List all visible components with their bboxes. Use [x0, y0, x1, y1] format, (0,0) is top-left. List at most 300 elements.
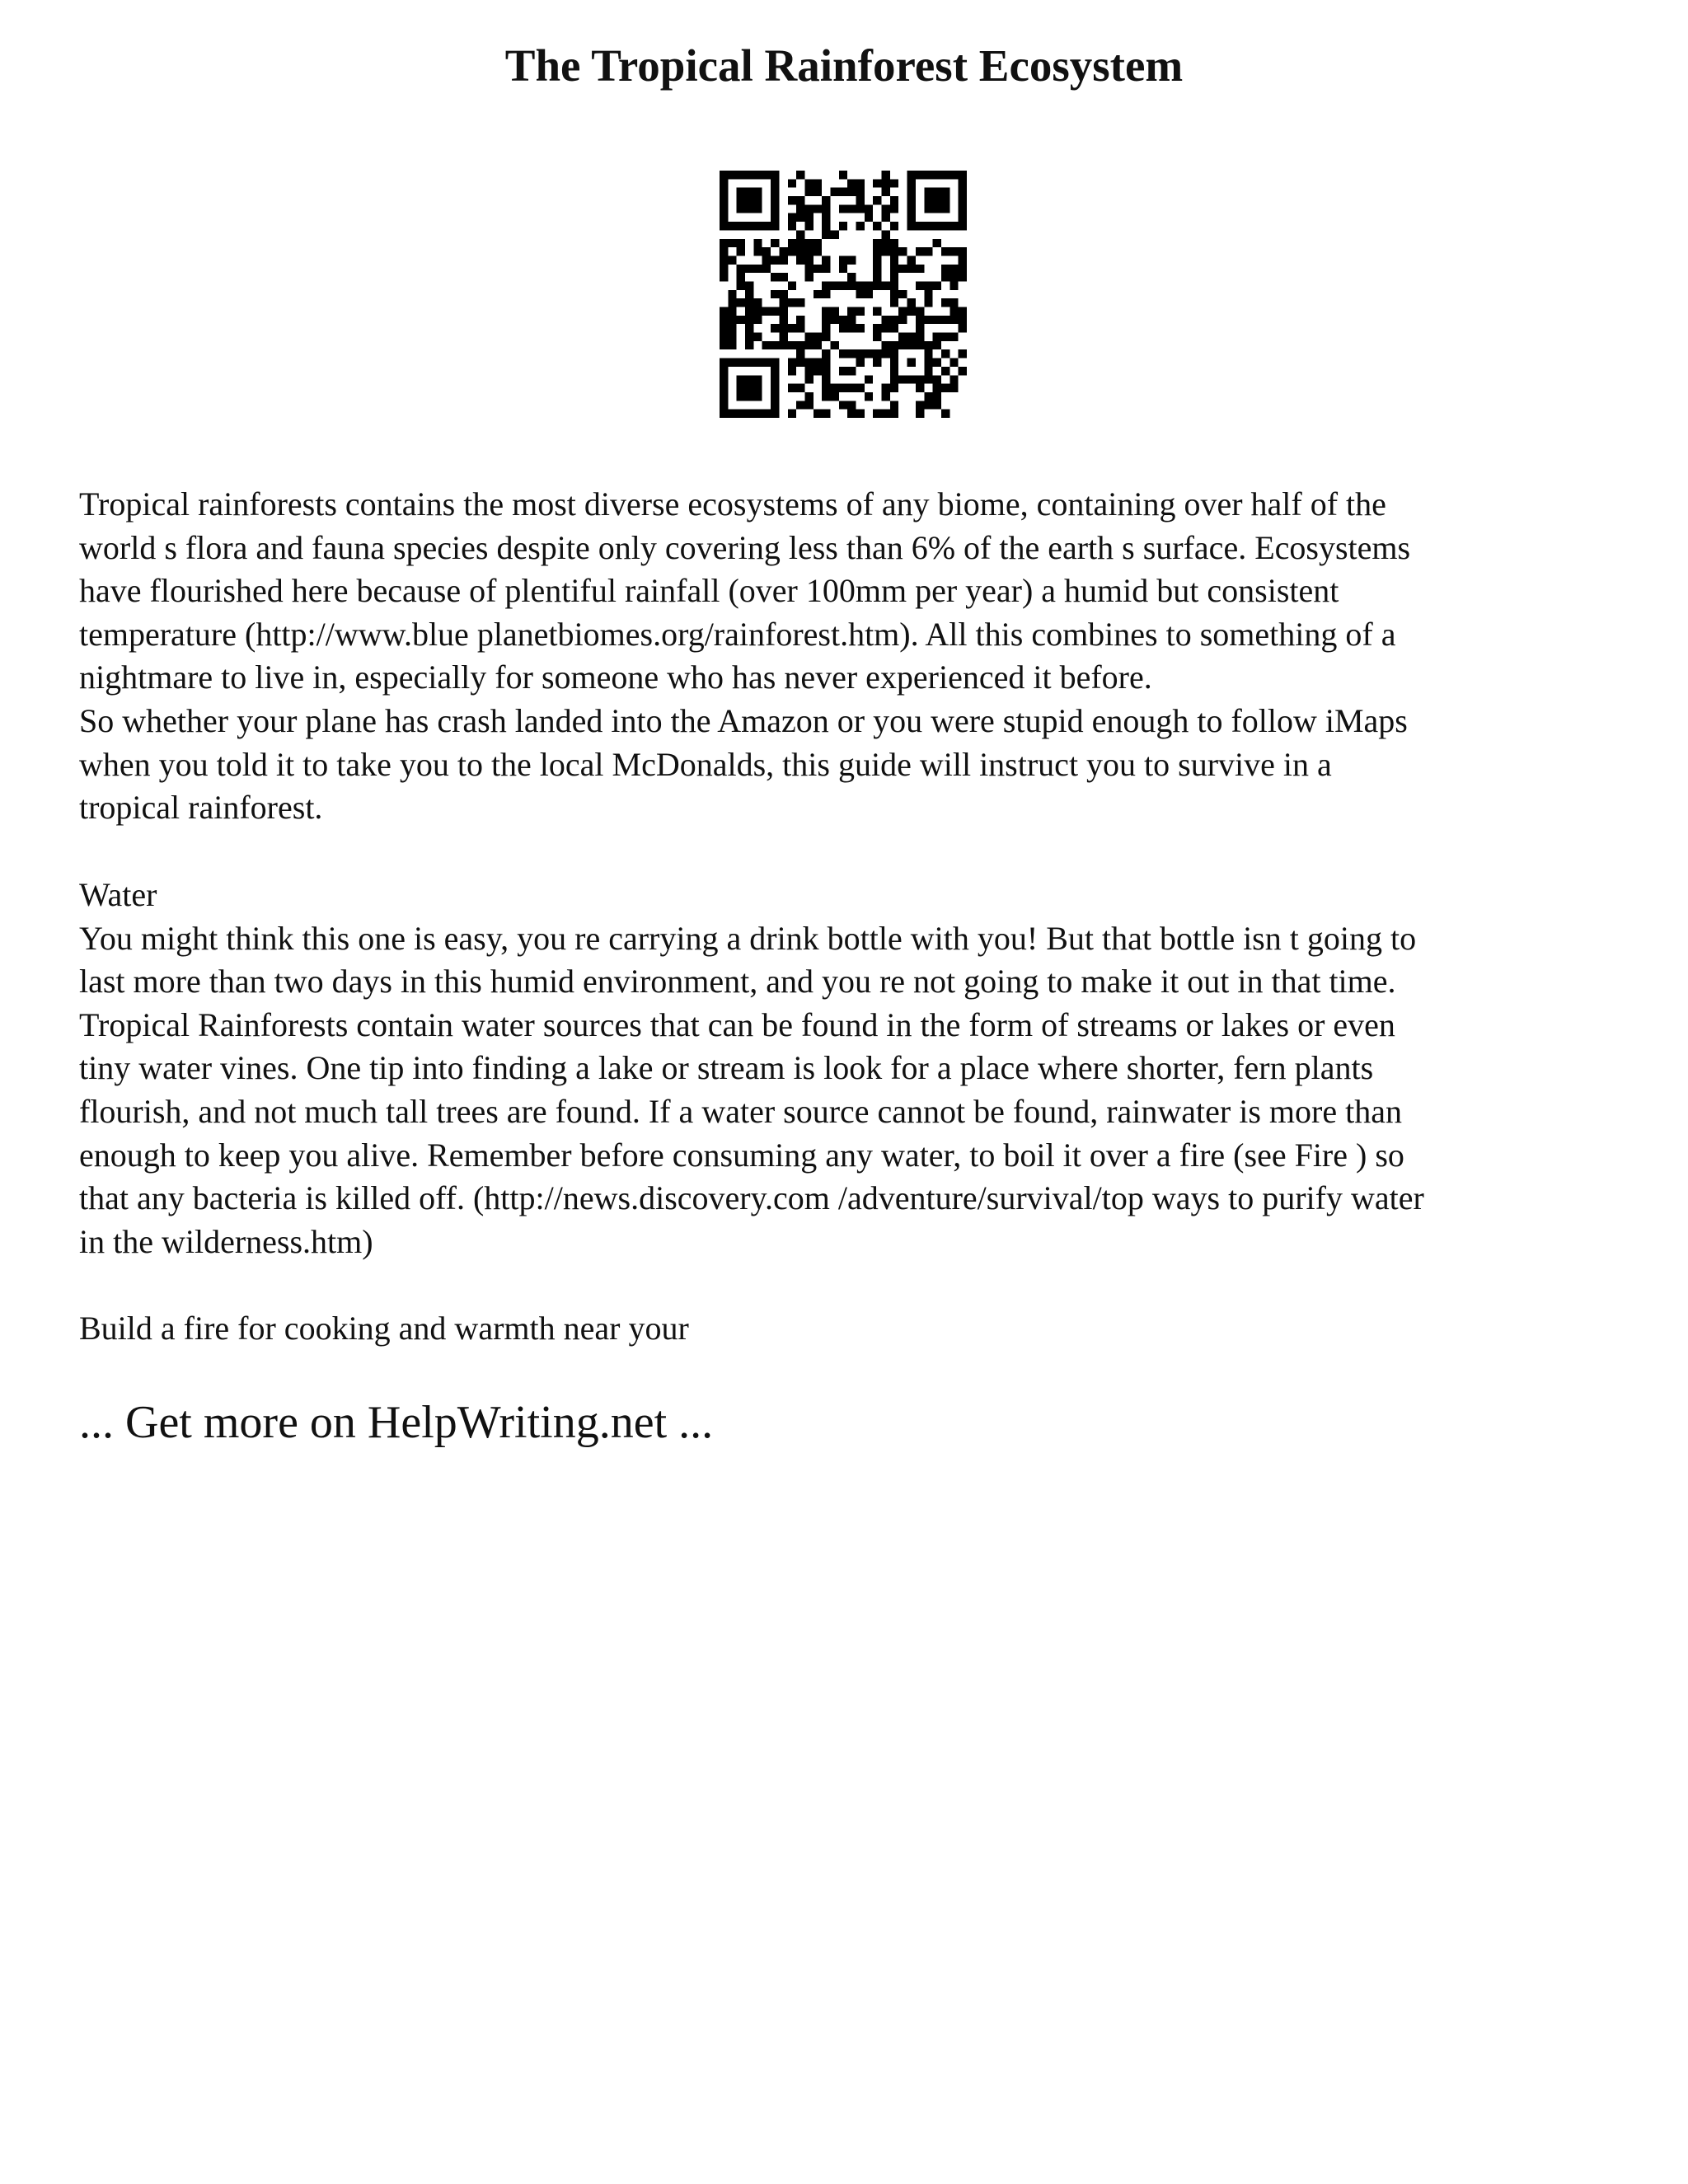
- qr-module: [847, 255, 856, 264]
- qr-module: [916, 401, 924, 409]
- qr-module: [933, 401, 941, 409]
- qr-module: [788, 222, 796, 230]
- qr-module: [745, 316, 753, 324]
- qr-module: [779, 298, 787, 307]
- qr-module: [882, 410, 890, 418]
- qr-module: [804, 239, 813, 247]
- qr-module: [720, 375, 728, 383]
- qr-module: [933, 392, 941, 401]
- qr-module: [839, 401, 847, 409]
- qr-module: [873, 255, 881, 264]
- qr-module: [804, 401, 813, 409]
- qr-module: [796, 298, 804, 307]
- qr-module: [822, 230, 830, 238]
- qr-module: [924, 316, 932, 324]
- qr-module: [847, 281, 856, 289]
- qr-module: [959, 196, 967, 204]
- qr-module: [959, 367, 967, 375]
- qr-module: [796, 230, 804, 238]
- qr-module: [796, 324, 804, 332]
- qr-module: [907, 188, 916, 196]
- qr-module: [720, 324, 728, 332]
- qr-module: [720, 316, 728, 324]
- qr-module: [814, 333, 822, 341]
- qr-module: [941, 222, 950, 230]
- qr-module: [720, 222, 728, 230]
- qr-module: [950, 359, 958, 367]
- qr-module: [830, 188, 838, 196]
- qr-module: [856, 359, 865, 367]
- qr-module: [814, 367, 822, 375]
- qr-module: [737, 375, 745, 383]
- qr-module: [804, 359, 813, 367]
- qr-module: [916, 265, 924, 273]
- qr-module: [847, 324, 856, 332]
- qr-module: [882, 171, 890, 179]
- qr-module: [839, 222, 847, 230]
- qr-module: [839, 384, 847, 392]
- qr-module: [882, 230, 890, 238]
- qr-module: [762, 410, 771, 418]
- qr-module: [822, 307, 830, 316]
- qr-module: [771, 273, 779, 281]
- qr-module: [745, 307, 753, 316]
- qr-module: [745, 341, 753, 349]
- qr-module: [847, 349, 856, 358]
- qr-module: [720, 307, 728, 316]
- qr-module: [822, 255, 830, 264]
- qr-module: [847, 384, 856, 392]
- qr-module: [933, 316, 941, 324]
- qr-module: [847, 316, 856, 324]
- qr-module: [830, 341, 838, 349]
- qr-module: [814, 247, 822, 255]
- qr-module: [907, 333, 916, 341]
- qr-module: [762, 255, 771, 264]
- qr-module: [804, 247, 813, 255]
- qr-module: [822, 204, 830, 213]
- intro-paragraph: [79, 483, 1629, 830]
- qr-module: [839, 188, 847, 196]
- qr-module: [771, 375, 779, 383]
- qr-module: [753, 384, 762, 392]
- qr-module: [788, 367, 796, 375]
- paragraph-line: enough to keep you alive. Remember before consuming any water, to boil it over a fire (see Fire ) so: [79, 1136, 1404, 1174]
- qr-module: [822, 281, 830, 289]
- qr-module: [847, 179, 856, 187]
- qr-module: [890, 316, 898, 324]
- qr-module: [856, 222, 865, 230]
- paragraph-line: You might think this one is easy, you re carrying a drink bottle with you! But that bottle isn t going to: [79, 919, 1417, 957]
- qr-module: [924, 392, 932, 401]
- qr-module: [796, 204, 804, 213]
- qr-module: [779, 341, 787, 349]
- qr-module: [753, 392, 762, 401]
- qr-module: [907, 213, 916, 222]
- qr-module: [720, 247, 728, 255]
- qr-module: [753, 316, 762, 324]
- qr-module: [771, 222, 779, 230]
- qr-module: [873, 273, 881, 281]
- qr-module: [898, 333, 907, 341]
- qr-module: [950, 298, 958, 307]
- qr-module: [924, 349, 932, 358]
- paragraph-line: tropical rainforest.: [79, 789, 323, 827]
- qr-module: [890, 239, 898, 247]
- qr-module: [941, 171, 950, 179]
- qr-module: [890, 367, 898, 375]
- qr-module: [720, 255, 728, 264]
- qr-module: [847, 307, 856, 316]
- qr-module: [950, 333, 958, 341]
- qr-module: [830, 307, 838, 316]
- qr-module: [745, 392, 753, 401]
- qr-module: [916, 307, 924, 316]
- qr-module: [890, 255, 898, 264]
- qr-module: [771, 307, 779, 316]
- qr-module: [890, 204, 898, 213]
- qr-module: [950, 222, 958, 230]
- qr-module: [959, 213, 967, 222]
- qr-module: [865, 281, 873, 289]
- qr-module: [890, 247, 898, 255]
- qr-module: [720, 410, 728, 418]
- qr-module: [924, 375, 932, 383]
- qr-module: [788, 384, 796, 392]
- qr-module: [720, 367, 728, 375]
- qr-module: [941, 265, 950, 273]
- qr-module: [796, 247, 804, 255]
- qr-module: [890, 349, 898, 358]
- qr-module: [804, 255, 813, 264]
- qr-module: [941, 316, 950, 324]
- qr-module: [933, 188, 941, 196]
- qr-module: [745, 281, 753, 289]
- qr-module: [839, 255, 847, 264]
- qr-module: [737, 359, 745, 367]
- qr-module: [959, 349, 967, 358]
- qr-module: [898, 341, 907, 349]
- qr-module: [890, 290, 898, 298]
- qr-module: [916, 247, 924, 255]
- qr-module: [745, 359, 753, 367]
- qr-module: [737, 265, 745, 273]
- qr-module: [753, 359, 762, 367]
- qr-module: [753, 171, 762, 179]
- qr-module: [907, 171, 916, 179]
- qr-module: [788, 298, 796, 307]
- qr-module: [796, 316, 804, 324]
- qr-module: [882, 188, 890, 196]
- qr-module: [873, 222, 881, 230]
- water-section: [79, 874, 1629, 1263]
- qr-module: [753, 204, 762, 213]
- qr-module: [779, 333, 787, 341]
- qr-module: [924, 196, 932, 204]
- qr-module: [933, 196, 941, 204]
- qr-module: [788, 410, 796, 418]
- qr-module: [822, 384, 830, 392]
- get-more-link[interactable]: ... Get more on HelpWriting.net ...: [79, 1397, 714, 1448]
- qr-module: [882, 281, 890, 289]
- qr-module: [822, 367, 830, 375]
- qr-module: [898, 290, 907, 298]
- qr-module: [737, 316, 745, 324]
- qr-module: [856, 410, 865, 418]
- qr-module: [865, 290, 873, 298]
- qr-module: [771, 290, 779, 298]
- qr-module: [916, 222, 924, 230]
- qr-module: [745, 265, 753, 273]
- qr-module: [890, 324, 898, 332]
- qr-module: [804, 367, 813, 375]
- qr-module: [737, 222, 745, 230]
- qr-module: [804, 333, 813, 341]
- qr-module: [771, 410, 779, 418]
- paragraph-line: world s flora and fauna species despite only covering less than 6% of the earth s surface. Ecosystems: [79, 528, 1411, 566]
- qr-module: [804, 273, 813, 281]
- qr-module: [941, 273, 950, 281]
- qr-module: [959, 247, 967, 255]
- qr-module: [771, 392, 779, 401]
- qr-module: [873, 239, 881, 247]
- qr-module: [873, 410, 881, 418]
- qr-module: [882, 247, 890, 255]
- qr-module: [873, 179, 881, 187]
- qr-module: [882, 316, 890, 324]
- qr-module: [762, 265, 771, 273]
- qr-module: [728, 222, 736, 230]
- qr-module: [907, 179, 916, 187]
- qr-module: [873, 247, 881, 255]
- qr-module: [814, 410, 822, 418]
- qr-module: [720, 265, 728, 273]
- qr-module: [924, 247, 932, 255]
- qr-module: [890, 341, 898, 349]
- qr-module: [779, 273, 787, 281]
- qr-module: [814, 265, 822, 273]
- qr-module: [941, 188, 950, 196]
- qr-module: [933, 359, 941, 367]
- qr-module: [941, 247, 950, 255]
- qr-module: [830, 316, 838, 324]
- qr-module: [753, 298, 762, 307]
- qr-module: [788, 213, 796, 222]
- qr-module: [856, 204, 865, 213]
- qr-module: [873, 359, 881, 367]
- qr-module: [916, 171, 924, 179]
- qr-module: [822, 196, 830, 204]
- qr-module: [882, 384, 890, 392]
- qr-module: [745, 384, 753, 392]
- paragraph-line: have flourished here because of plentiful rainfall (over 100mm per year) a humid but consistent: [79, 572, 1339, 610]
- qr-module: [737, 298, 745, 307]
- qr-module: [771, 367, 779, 375]
- qr-module: [753, 410, 762, 418]
- qr-module: [907, 298, 916, 307]
- qr-module: [907, 341, 916, 349]
- qr-module: [771, 255, 779, 264]
- paragraph-line: Build a fire for cooking and warmth near your: [79, 1310, 689, 1347]
- qr-module: [856, 290, 865, 298]
- qr-module: [779, 247, 787, 255]
- qr-module: [822, 349, 830, 358]
- qr-module: [728, 316, 736, 324]
- qr-module: [753, 265, 762, 273]
- qr-module: [788, 324, 796, 332]
- qr-module: [822, 375, 830, 383]
- qr-module: [890, 179, 898, 187]
- qr-module: [728, 298, 736, 307]
- qr-module: [916, 316, 924, 324]
- qr-module: [941, 333, 950, 341]
- paragraph-line: that any bacteria is killed off. (http://news.discovery.com /adventure/survival/top ways to purify water: [79, 1179, 1424, 1217]
- qr-module: [865, 392, 873, 401]
- qr-module: [771, 341, 779, 349]
- qr-module: [796, 239, 804, 247]
- qr-module: [839, 349, 847, 358]
- qr-module: [959, 255, 967, 264]
- qr-module: [856, 349, 865, 358]
- qr-module: [847, 367, 856, 375]
- qr-module: [898, 265, 907, 273]
- qr-module: [916, 333, 924, 341]
- paragraph-line: in the wilderness.htm): [79, 1222, 373, 1260]
- qr-module: [924, 290, 932, 298]
- qr-module: [745, 298, 753, 307]
- qr-module: [882, 213, 890, 222]
- qr-module: [737, 196, 745, 204]
- qr-module: [959, 307, 967, 316]
- qr-module: [907, 204, 916, 213]
- qr-module: [890, 375, 898, 383]
- qr-module: [804, 188, 813, 196]
- qr-module: [814, 188, 822, 196]
- qr-module: [839, 265, 847, 273]
- qr-module: [771, 179, 779, 187]
- qr-module: [924, 359, 932, 367]
- qr-module: [950, 265, 958, 273]
- qr-module: [788, 247, 796, 255]
- qr-module: [796, 384, 804, 392]
- qr-module: [882, 349, 890, 358]
- qr-module: [728, 341, 736, 349]
- qr-module: [779, 324, 787, 332]
- qr-module: [720, 401, 728, 409]
- qr-module: [839, 367, 847, 375]
- qr-module: [873, 307, 881, 316]
- qr-module: [933, 222, 941, 230]
- qr-module: [796, 255, 804, 264]
- qr-module: [959, 171, 967, 179]
- qr-module: [753, 307, 762, 316]
- qr-module: [839, 281, 847, 289]
- qr-module: [890, 265, 898, 273]
- qr-module: [728, 410, 736, 418]
- qr-module: [804, 213, 813, 222]
- qr-module: [822, 324, 830, 332]
- qr-module: [720, 188, 728, 196]
- qr-module: [796, 171, 804, 179]
- qr-module: [796, 196, 804, 204]
- qr-module: [788, 281, 796, 289]
- paragraph-line: Tropical rainforests contains the most diverse ecosystems of any biome, containing over half of the: [79, 485, 1386, 523]
- qr-module: [941, 367, 950, 375]
- qr-module: [959, 265, 967, 273]
- qr-module: [933, 384, 941, 392]
- qr-module: [890, 196, 898, 204]
- qr-module: [745, 410, 753, 418]
- qr-module: [959, 316, 967, 324]
- qr-module: [847, 410, 856, 418]
- paragraph-line: when you told it to take you to the local McDonalds, this guide will instruct you to survive in a: [79, 745, 1332, 783]
- qr-module: [745, 204, 753, 213]
- qr-module: [873, 333, 881, 341]
- qr-module: [720, 359, 728, 367]
- qr-module: [745, 171, 753, 179]
- qr-module: [950, 384, 958, 392]
- qr-module: [924, 222, 932, 230]
- qr-module: [796, 213, 804, 222]
- qr-module: [762, 222, 771, 230]
- qr-code-icon: [720, 171, 967, 418]
- qr-module: [916, 324, 924, 332]
- qr-module: [779, 316, 787, 324]
- qr-module: [950, 375, 958, 383]
- qr-module: [762, 359, 771, 367]
- qr-module: [890, 273, 898, 281]
- qr-module: [796, 401, 804, 409]
- qr-module: [959, 222, 967, 230]
- qr-module: [890, 281, 898, 289]
- qr-module: [916, 410, 924, 418]
- qr-module: [720, 333, 728, 341]
- paragraph-line: nightmare to live in, especially for someone who has never experienced it before.: [79, 658, 1152, 696]
- qr-module: [924, 171, 932, 179]
- qr-module: [941, 204, 950, 213]
- qr-module: [890, 359, 898, 367]
- qr-module: [804, 375, 813, 383]
- qr-module: [924, 341, 932, 349]
- qr-module: [745, 196, 753, 204]
- qr-module: [865, 213, 873, 222]
- qr-module: [779, 290, 787, 298]
- qr-module: [839, 204, 847, 213]
- qr-module: [728, 255, 736, 264]
- qr-module: [771, 401, 779, 409]
- qr-module: [728, 359, 736, 367]
- qr-module: [822, 392, 830, 401]
- fire-paragraph: [79, 1307, 1629, 1351]
- qr-module: [737, 171, 745, 179]
- qr-module: [856, 188, 865, 196]
- qr-module: [924, 281, 932, 289]
- qr-module: [865, 349, 873, 358]
- paragraph-line: So whether your plane has crash landed into the Amazon or you were stupid enough to follow iMaps: [79, 701, 1408, 739]
- qr-module: [933, 281, 941, 289]
- qr-module: [753, 188, 762, 196]
- qr-module: [822, 316, 830, 324]
- qr-module: [771, 324, 779, 332]
- qr-module: [771, 204, 779, 213]
- qr-module: [890, 298, 898, 307]
- qr-module: [933, 204, 941, 213]
- qr-module: [933, 341, 941, 349]
- qr-module: [839, 316, 847, 324]
- qr-module: [796, 359, 804, 367]
- qr-module: [907, 307, 916, 316]
- qr-module: [830, 384, 838, 392]
